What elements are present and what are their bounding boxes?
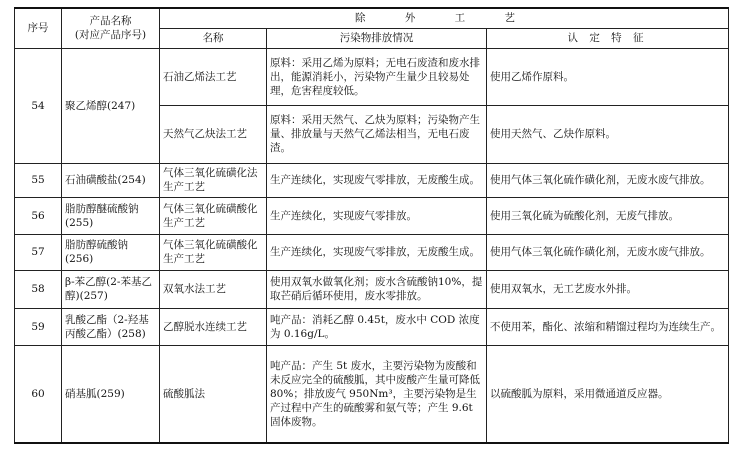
cell-feature: 使用天然气、乙炔作原料。	[487, 105, 729, 163]
cell-feature: 使用气体三氧化硫作磺化剂，无废水废气排放。	[487, 163, 729, 197]
cell-emission: 吨产品：消耗乙醇 0.45t，废水中 COD 浓度为 0.16g/L。	[267, 308, 487, 345]
cell-emission: 使用双氧水做氧化剂；废水含硫酸钠10%，提取芒硝后循环使用，废水零排放。	[267, 270, 487, 308]
cell-name: 气体三氧化硫磺酸化生产工艺	[160, 234, 267, 270]
cell-name: 石油乙烯法工艺	[160, 48, 267, 105]
cell-product: 石油磺酸盐(254)	[62, 163, 160, 197]
cell-emission: 吨产品：产生 5t 废水，主要污染物为废酸和未反应完全的硫酸胍，其中废酸产生量可降低 80%；排放废气 950Nm³，主要污染物是生产过程中产生的硫酸雾和氨气等；产生 9.6t 固体废物。	[267, 345, 487, 443]
cell-feature: 不使用苯，酯化、浓缩和精馏过程均为连续生产。	[487, 308, 729, 345]
cell-product: 硝基胍(259)	[62, 345, 160, 443]
cell-feature: 使用乙烯作原料。	[487, 48, 729, 105]
process-table	[14, 7, 729, 444]
cell-product: 脂肪醇硫酸钠(256)	[62, 234, 160, 270]
cell-product: 聚乙烯醇(247)	[62, 48, 160, 163]
header-product-label: 产品名称	[89, 15, 132, 28]
header-feature: 认 定 特 征	[487, 28, 729, 48]
cell-name: 硫酸胍法	[160, 345, 267, 443]
cell-product: β-苯乙醇(2-苯基乙醇)(257)	[62, 270, 160, 308]
cell-name: 气体三氧化硫磺化法生产工艺	[160, 163, 267, 197]
cell-name: 天然气乙炔法工艺	[160, 105, 267, 163]
cell-no: 58	[15, 270, 62, 308]
cell-name: 乙醇脱水连续工艺	[160, 308, 267, 345]
header-group: 除 外 工 艺	[160, 8, 729, 28]
cell-name: 双氧水法工艺	[160, 270, 267, 308]
cell-emission: 生产连续化，实现废气零排放。	[267, 197, 487, 234]
cell-no: 56	[15, 197, 62, 234]
cell-product: 乳酸乙酯（2-羟基丙酸乙酯）(258)	[62, 308, 160, 345]
header-product-sub: (对应产品序号)	[74, 29, 147, 42]
cell-feature: 以硫酸胍为原料，采用微通道反应器。	[487, 345, 729, 443]
cell-feature: 使用气体三氧化硫作磺化剂，无废水废气排放。	[487, 234, 729, 270]
cell-emission: 原料：采用乙烯为原料；无电石废渣和废水排出，能源消耗小，污染物产生量少且较易处理，危害程度较低。	[267, 48, 487, 105]
cell-feature: 使用三氧化硫为硫酸化剂，无废气排放。	[487, 197, 729, 234]
cell-no: 57	[15, 234, 62, 270]
cell-emission: 原料：采用天然气、乙炔为原料；污染物产生量、排放量与天然气乙烯法相当，无电石废渣。	[267, 105, 487, 163]
cell-name: 气体三氧化硫磺酸化生产工艺	[160, 197, 267, 234]
header-emission: 污染物排放情况	[267, 28, 487, 48]
cell-no: 59	[15, 308, 62, 345]
header-name: 名称	[160, 28, 267, 48]
cell-emission: 生产连续化，实现废气零排放，无废酸生成。	[267, 234, 487, 270]
cell-product: 脂肪醇醚硫酸钠(255)	[62, 197, 160, 234]
header-product	[62, 8, 160, 48]
cell-no: 55	[15, 163, 62, 197]
cell-feature: 使用双氧水，无工艺废水外排。	[487, 270, 729, 308]
cell-emission: 生产连续化，实现废气零排放，无废酸生成。	[267, 163, 487, 197]
cell-no: 54	[15, 48, 62, 163]
header-no: 序号	[15, 8, 62, 48]
cell-no: 60	[15, 345, 62, 443]
